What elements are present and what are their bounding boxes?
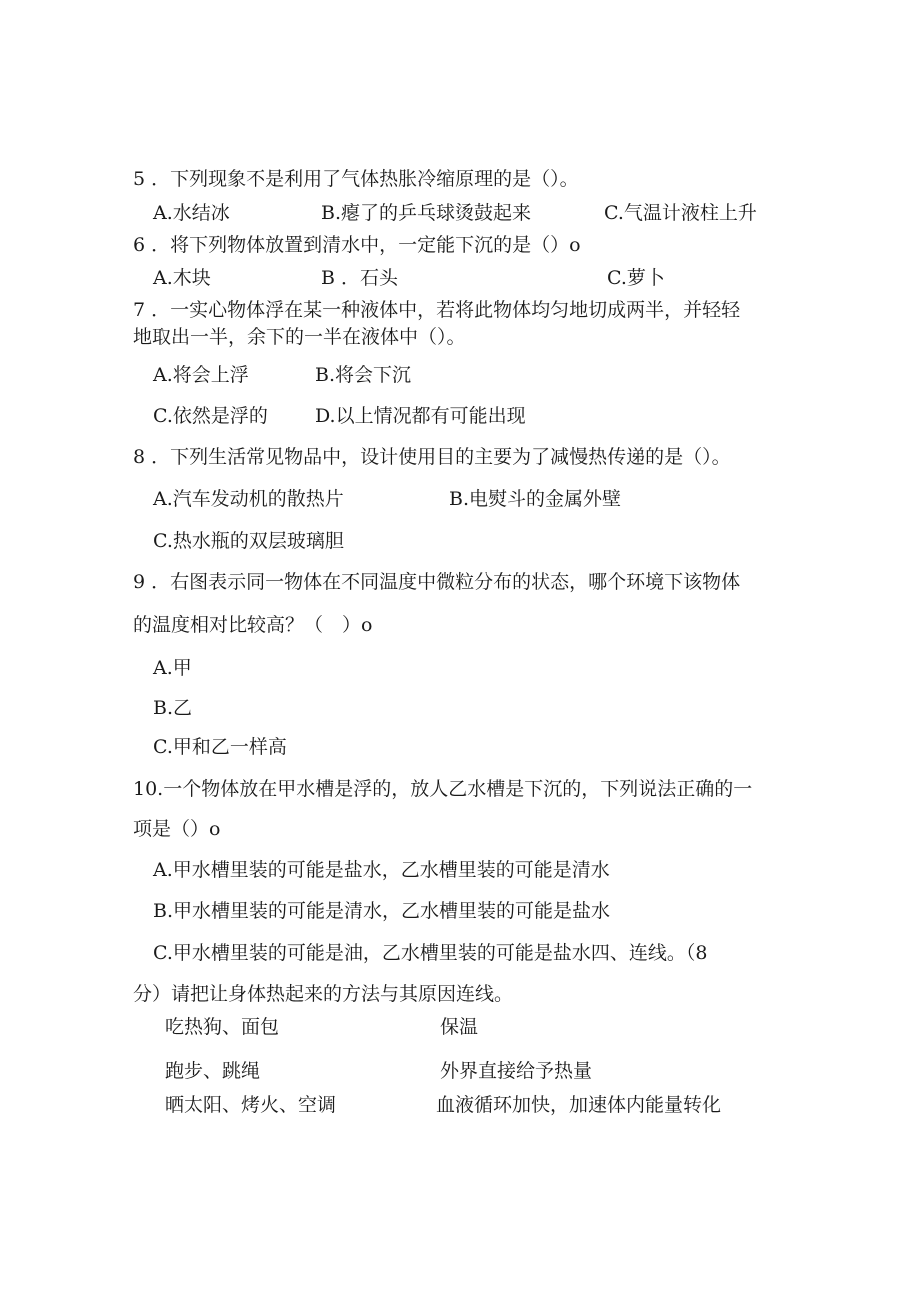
q9-option-a: A.甲 xyxy=(153,657,192,679)
q8-stem: 8 ．下列生活常见物品中，设计使用目的主要为了减慢热传递的是（）。 xyxy=(133,446,731,468)
q9-stem-line2: 的温度相对比较高？（ ）o xyxy=(133,614,373,636)
q10-option-c: C.甲水槽里装的可能是油，乙水槽里装的可能是盐水四、连线。（8 xyxy=(153,942,708,964)
q6-option-c: C.萝卜 xyxy=(607,267,665,289)
q7-option-c: C.依然是浮的 xyxy=(153,405,268,427)
q6-option-b: B ．石头 xyxy=(321,267,399,289)
q7-stem-line2: 地取出一半，余下的一半在液体中（）。 xyxy=(133,326,466,348)
q6-stem: 6 ．将下列物体放置到清水中，一定能下沉的是（）o xyxy=(133,234,581,256)
section4-instruction: 分）请把让身体热起来的方法与其原因连线。 xyxy=(133,983,514,1005)
method-item: 跑步、跳绳 xyxy=(165,1060,261,1082)
q5-option-c: C.气温计液柱上升 xyxy=(604,202,757,224)
reason-item: 保温 xyxy=(440,1016,479,1038)
q5-option-a: A.水结冰 xyxy=(153,202,230,224)
q10-option-b: B.甲水槽里装的可能是清水，乙水槽里装的可能是盐水 xyxy=(153,900,611,922)
q5-stem: 5 ．下列现象不是利用了气体热胀冷缩原理的是（）。 xyxy=(133,168,579,190)
method-item: 吃热狗、面包 xyxy=(165,1016,280,1038)
q7-option-a: A.将会上浮 xyxy=(153,364,249,386)
q7-option-d: D.以上情况都有可能出现 xyxy=(315,405,526,427)
q9-stem-line1: 9 ．右图表示同一物体在不同温度中微粒分布的状态，哪个环境下该物体 xyxy=(133,571,741,593)
q6-option-a: A.木块 xyxy=(153,267,211,289)
q10-option-a: A.甲水槽里装的可能是盐水，乙水槽里装的可能是清水 xyxy=(153,859,610,881)
q9-option-b: B.乙 xyxy=(153,697,193,719)
q7-option-b: B.将会下沉 xyxy=(315,364,412,386)
q7-stem-line1: 7 ．一实心物体浮在某一种液体中，若将此物体均匀地切成两半，并轻轻 xyxy=(133,299,741,321)
q8-option-c: C.热水瓶的双层玻璃胆 xyxy=(153,530,344,552)
q10-stem-line2: 项是（）o xyxy=(133,818,221,840)
reason-item: 血液循环加快，加速体内能量转化 xyxy=(436,1094,722,1116)
q8-option-b: B.电熨斗的金属外壁 xyxy=(449,488,622,510)
q9-option-c: C.甲和乙一样高 xyxy=(153,736,287,758)
q10-stem-line1: 10.一个物体放在甲水槽是浮的，放人乙水槽是下沉的，下列说法正确的一 xyxy=(133,778,753,800)
method-item: 晒太阳、烤火、空调 xyxy=(165,1094,337,1116)
q5-option-b: B.瘪了的乒乓球烫鼓起来 xyxy=(321,202,532,224)
reason-item: 外界直接给予热量 xyxy=(440,1060,593,1082)
q8-option-a: A.汽车发动机的散热片 xyxy=(153,488,344,510)
